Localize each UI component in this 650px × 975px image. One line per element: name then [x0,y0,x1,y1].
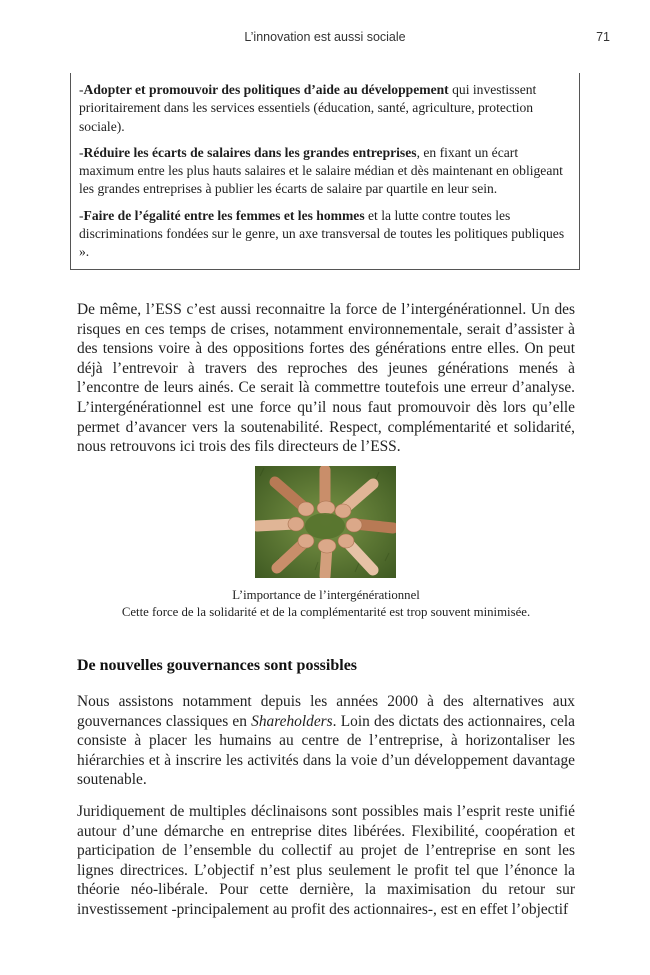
quote-item-3: -Faire de l’égalité entre les femmes et les hommes et la lutte contre toutes les discriminations fondées sur le genre, un axe transversal de toutes les politiques publiques ». [79,207,565,260]
italic-term: Shareholders [251,712,333,730]
quote-item-3-text: et la lutte contre toutes les discriminations fondées sur le genre, un axe transversal de toutes les politiques publiques ». [79,207,565,260]
section-heading: De nouvelles gouvernances sont possibles [77,657,358,674]
hands-photo [255,466,396,578]
paragraph-governance: Nous assistons notamment depuis les années 2000 à des alternatives aux gouvernances classiques en Shareholders. Loin des dictats des actionnaires, cela consiste à placer les humains au centre de l’entreprise, à horizontaliser les hiérarchies et à inscrire les activités dans la voie d’un développement davantage soutenable. [77,693,575,789]
quote-item-1-bold: Adopter et promouvoir des politiques d’aide au développement [83,82,449,97]
paragraph-intergenerational: De même, l’ESS c’est aussi reconnaitre la force de l’intergénérationnel. Un des risques en ces temps de crises, notamment environnementale, serait d’assister à des tensions voire à des oppositions fortes des générations entre elles. On peut déjà l’entrevoir à travers des reproches des jeunes générations menés à l’encontre de leurs ainés. Ce serait là commettre toutefois une erreur d’analyse. L’intergénérationnel est une force qu’il nous faut promouvoir dès lors qu’elle permet d’avancer vers la soutenabilité. Respect, complémentarité et solidarité, nous retrouvons ici trois des fils directeurs de l’ESS. [77,301,575,456]
page-number: 71 [596,30,610,44]
quote-item-2-bold: Réduire les écarts de salaires dans les grandes entreprises [83,144,417,160]
hands-circle-image [255,466,396,578]
paragraph-liberated-companies: Juridiquement de multiples déclinaisons sont possibles mais l’esprit reste unifié autour d’une démarche en entreprise dites libérées. Flexibilité, coopération et participation de l’ensemble du collectif au projet de l’entreprise en sont les lignes directrices. L’objectif n’est plus seulement le profit tel que l’énonce la théorie néo-libérale. Pour cette dernière, la maximisation du retour sur investissement -principalement au profit des actionnaires-, est en effet l’objectif [77,803,575,918]
figure-caption-title: L’importance de l’intergénérationnel [232,588,420,602]
running-header-title: L’innovation est aussi sociale [244,30,406,44]
quote-item-3-bold: Faire de l’égalité entre les femmes et les hommes [83,207,365,223]
quote-item-1: -Adopter et promouvoir des politiques d’aide au développement qui investissent prioritairement dans les services essentiels (éducation, santé, agriculture, protection sociale). [79,82,537,134]
quote-item-2: -Réduire les écarts de salaires dans les grandes entreprises, en fixant un écart maximum entre les plus hauts salaires et le salaire médian et dès maintenant en obligeant les grandes entreprises à publier les écarts de salaire par quartile en leur sein. [79,144,563,197]
quote-item-1-text: qui investissent prioritairement dans les services essentiels (éducation, santé, agriculture, protection sociale). [79,82,537,134]
quote-item-2-text: , en fixant un écart maximum entre les plus hauts salaires et le salaire médian et dès maintenant en obligeant les grandes entreprises à publier les écarts de salaire par quartile en leur sein. [79,144,563,197]
running-header [0,30,650,48]
figure-caption-text: Cette force de la solidarité et de la complémentarité est trop souvent minimisée. [121,605,531,619]
quote-box [70,73,580,270]
